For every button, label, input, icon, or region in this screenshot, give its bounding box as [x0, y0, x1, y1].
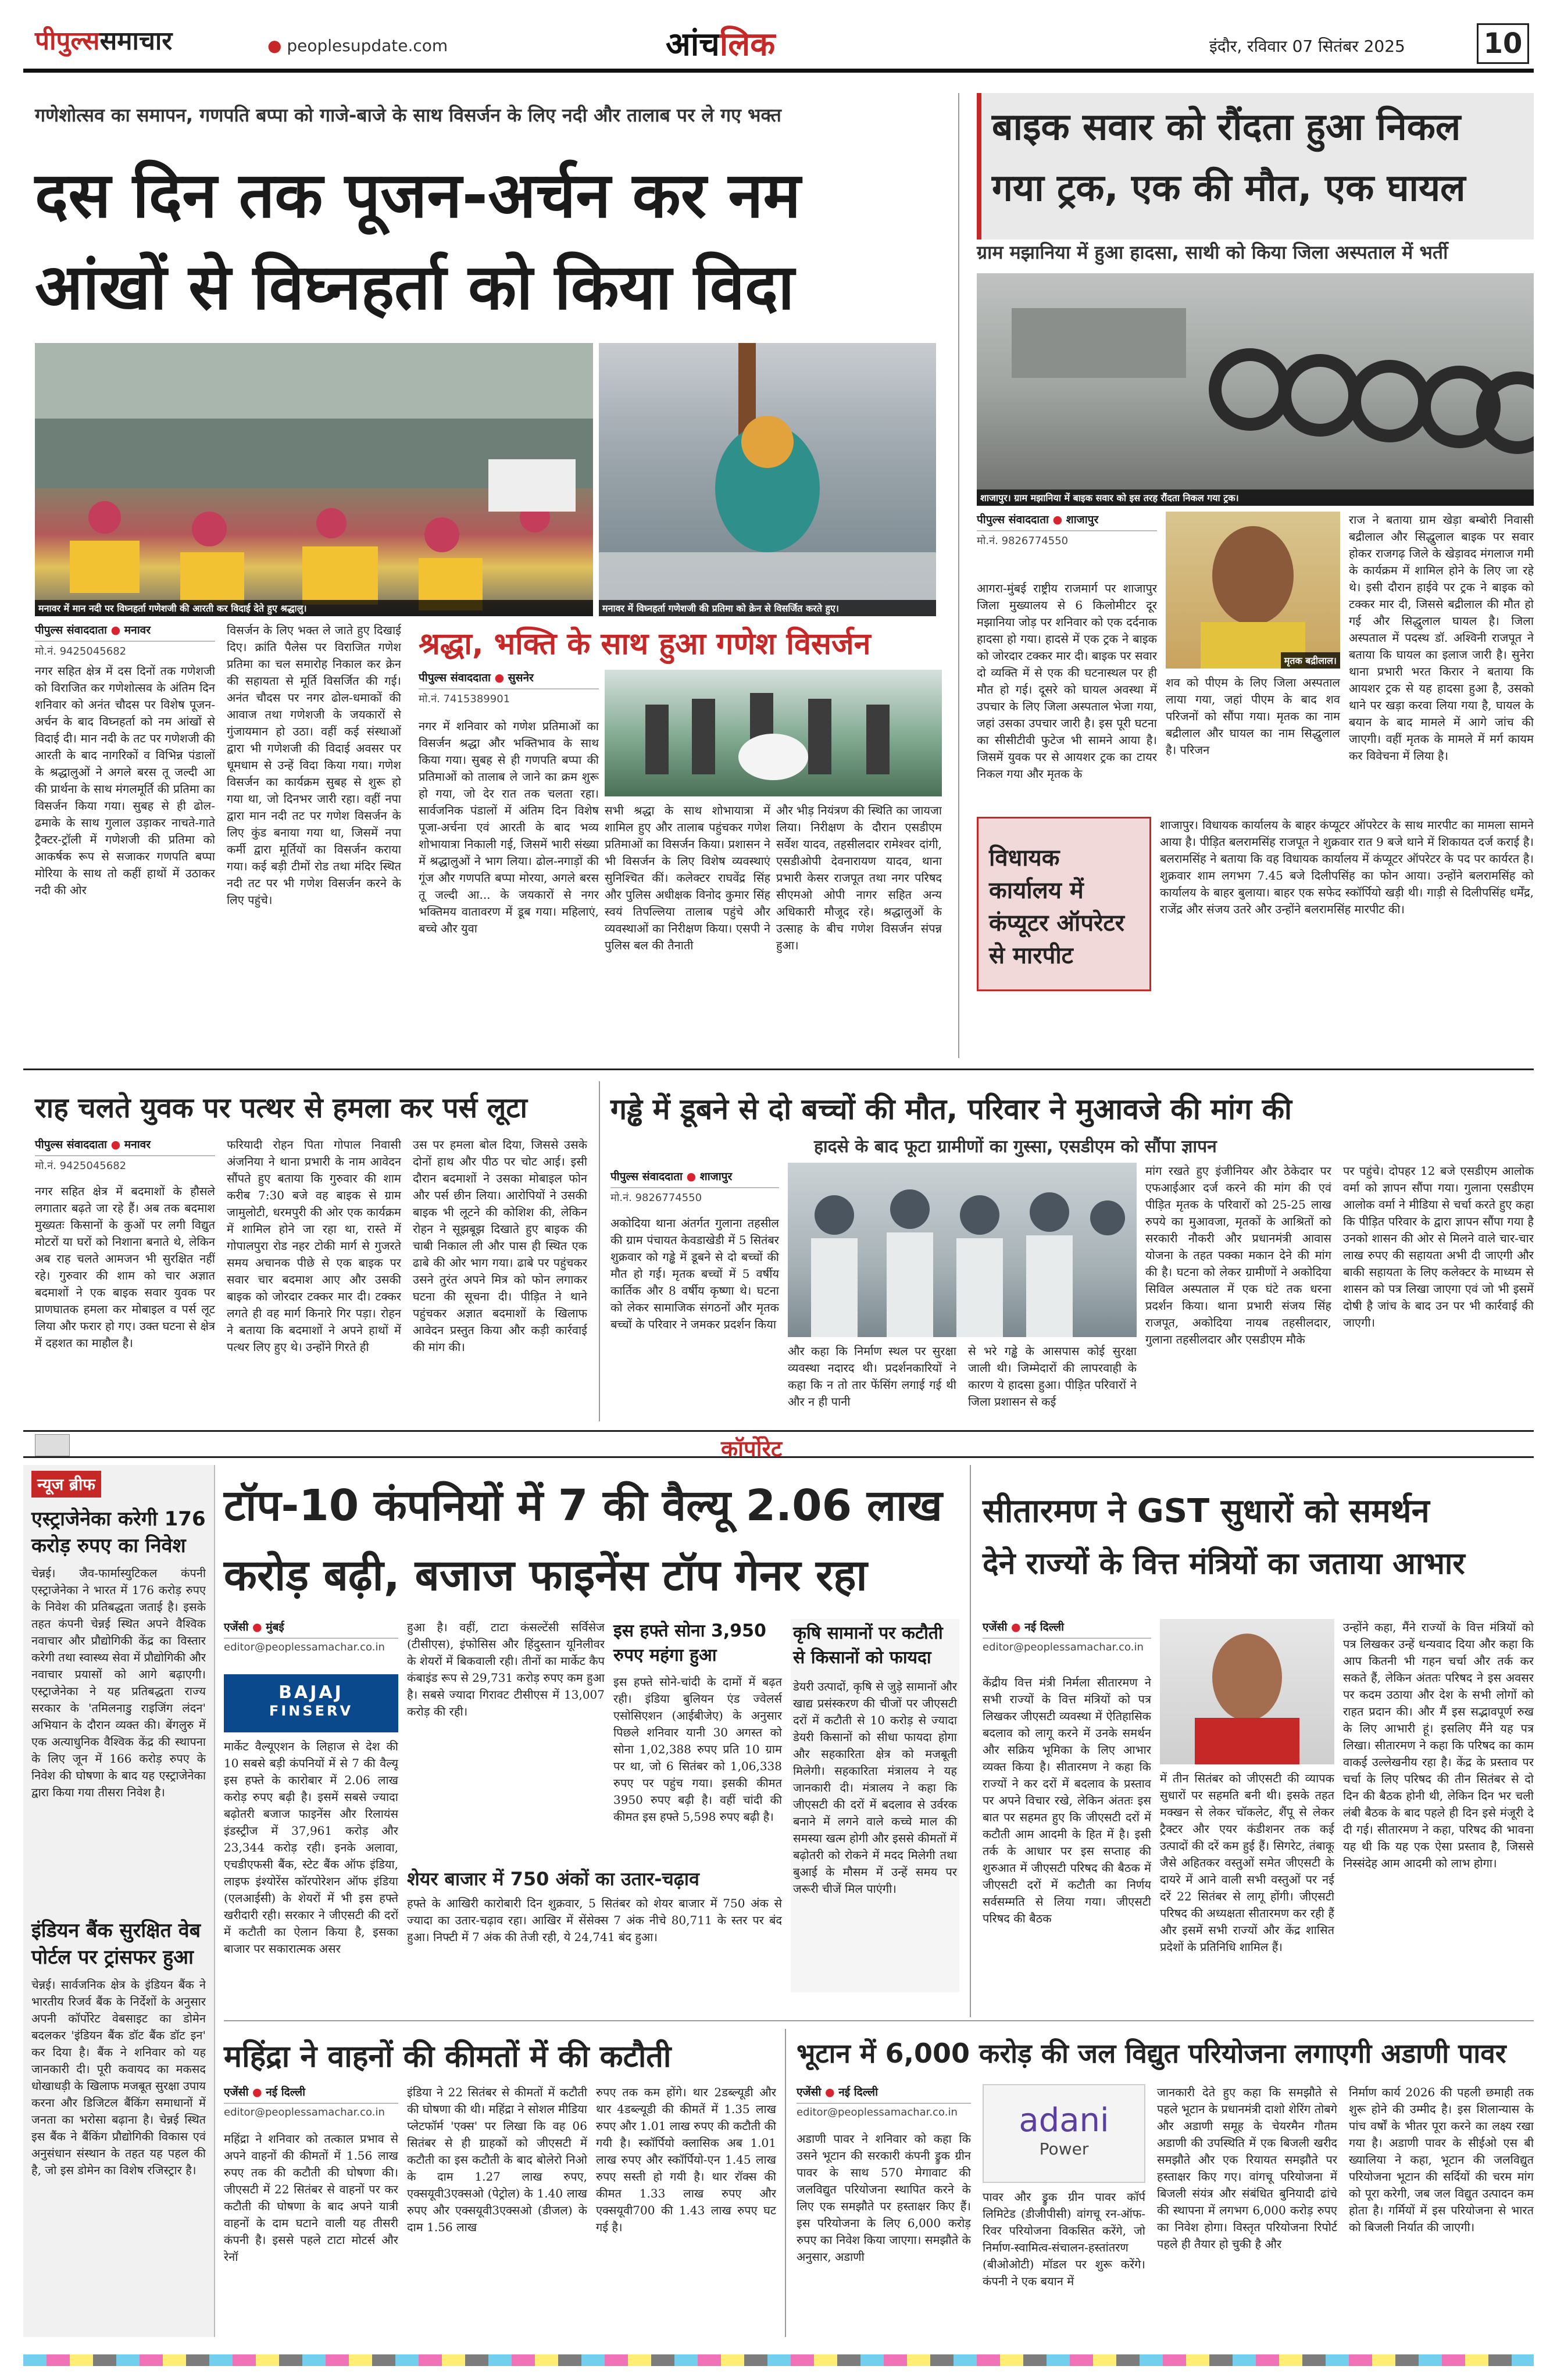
truck-headline-band	[977, 93, 1534, 240]
lead-col-2: विसर्जन के लिए भक्त ले जाते हुए दिखाई दिए। क्रांति पैलेस पर विराजित गणेश प्रतिमा का चल समारोह निकाल कर क्रेन की सहायता से मूर्ति विसर्जित की गई। अनंत चौदस पर नगर ढोल-धमाकों की आवाज तथा गणेशजी के जयकारों से गुंजायमान हो उठा। वहीं कई संस्थाओं द्वारा भी गणेशजी की विदाई अवसर पर धूमधाम से उन्हें विदा किया गया। गणेश विसर्जन का कार्यक्रम सुबह से शुरू हो गया था, जो दिनभर जारी रहा। वहीं नपा द्वारा मान नदी तट पर गणेश विसर्जन के लिए कुंड बनाया गया था, जिसमें नपा कर्मी द्वारा मूर्तियों का विसर्जन कराया गया। कई बड़ी टीमों रोड तथा मंदिर स्थित नदी तट पर भी गणेश विसर्जन करने के लिए पहुंचे।	[227, 623, 401, 907]
pit-headline: गड्ढे में डूबने से दो बच्चों की मौत, परिवार ने मुआवजे की मांग की	[610, 1092, 1292, 1126]
corporate-band-title: कॉर्पोरेट	[721, 1436, 783, 1461]
bullet-icon: ●	[252, 1621, 262, 1634]
brand-right: समाचार	[99, 26, 173, 56]
lead-headline-1: दस दिन तक पूजन-अर्चन कर नम	[35, 159, 801, 232]
ganesh-col-3: और भीड़ नियंत्रण की स्थिति का जायजा लिया। निरीक्षण के दौरान एसडीएम सर्वेश यादव, तहसीलदार रामेश्वर दांगी, एसडीओपी देवनारायण यादव, थाना प्रभारी केसर राजपूत तथा नगर परिषद सीएमओ ओपी नागर सहित अन्य अधिकारी मौजूद रहे। श्रद्धालुओं के उत्साह के बीच गणेश विसर्जन संपन्न हुआ।	[776, 803, 942, 952]
gold-box	[613, 1619, 782, 1848]
gst-email: editor@peoplessamachar.co.in	[983, 1641, 1144, 1653]
ganesh-col-2: सभी श्रद्धा के साथ शोभायात्रा में शामिल हुए और तालाब पहुंचकर गणेश प्रतिमाओं का विसर्जन किया। प्रशासन ने भी विसर्जन के लिए विशेष व्यवस्थाएं सुनिश्चित कीं। कलेक्टर राघवेंद्र सिंह और पुलिस अधीक्षक विनोद कुमार सिंह स्वयं तिपल्लिया तालाब पहुंचे और व्यवस्थाओं का निरीक्षण किया। एसपी ने पुलिस बल की तैनाती	[605, 803, 770, 952]
globe-icon: ●	[267, 36, 282, 55]
lead-photo-1	[35, 343, 593, 616]
robbery-headline: राह चलते युवक पर पत्थर से हमला कर पर्स लूटा	[35, 1092, 527, 1124]
mahindra-col-2: इंडिया ने 22 सितंबर से कीमतों में कटौती की घोषणा की थी। महिंद्रा ने सोशल मीडिया प्लेटफॉर्म 'एक्स' पर लिखा कि वह 06 सितंबर से ही ग्राहकों को जीएसटी में कटौती का इस कटौती के बाद बोलेरो निओ के दाम 1.27 लाख रुपए, एक्सयूवी3एक्सओ (पेट्रोल) के 1.40 लाख रुपए और एक्सयूवी3एक्सओ (डीजल) के दाम 1.56 लाख	[407, 2085, 587, 2234]
portrait-illustration	[1166, 512, 1340, 669]
bajaj-logo-line-1: BAJAJ	[278, 1682, 344, 1703]
brief-2-headline: इंडियन बैंक सुरक्षित वेब पोर्टल पर ट्रांसफर हुआ	[31, 1919, 201, 1969]
pit-byline-name: पीपुल्स संवाददाता	[610, 1170, 683, 1183]
gold-text: इस हफ्ते सोने-चांदी के दामों में बढ़त रही। इंडिया बुलियन एंड ज्वेलर्स एसोसिएशन (आईबीजेए) के अनुसार पिछले शनिवार यानी 30 अगस्त को सोना 1,02,388 रुपए प्रति 10 ग्राम पर था, जो 6 सितंबर को 1,06,338 रुपए पर पहुंच गया। इसकी कीमत 3950 रुपए बढ़ी है। वहीं चांदी की कीमत इस हफ्ते 5,598 रुपए बढ़ी है।	[613, 1675, 782, 1824]
mahindra-byline-name: एजेंसी	[224, 2086, 249, 2099]
lead-photo-2	[599, 343, 936, 616]
lead-caption-2: मनावर में विघ्नहर्ता गणेशजी की प्रतिमा को क्रेन से विसर्जित करते हुए।	[599, 600, 936, 616]
top10-headline-1: टॉप-10 कंपनियों में 7 की वैल्यू 2.06 लाख	[224, 1481, 942, 1531]
pit-col-2: और कहा कि निर्माण स्थल पर सुरक्षा व्यवस्था नदारद थी। प्रदर्शनकारियों ने कहा कि न तो तार फेंसिंग लगाई गई थी और न ही पानी	[788, 1344, 956, 1409]
lead-byline	[35, 622, 215, 642]
bullet-icon: ●	[825, 2086, 835, 2099]
pit-col-5: पर पहुंचे। दोपहर 12 बजे एसडीएम आलोक वर्मा को ज्ञापन सौंपा गया। गुलाना एसडीएम आलोक वर्मा ने मीडिया से चर्चा करते हुए कहा कि पीड़ित परिवार के द्वारा ज्ञापन सौंपा गया है उनको शासन की ओर से मिलने वाले चार-चार लाख रुपए की सहायता अभी दी जाएगी और बाकी सहायता के लिए कलेक्टर के माध्यम से शासन को पत्र लिखा जाएगा एवं जो भी इसमें दोषी है जांच के बाद उन पर भी कार्रवाई की जाएगी।	[1343, 1164, 1534, 1330]
robbery-col-1: नगर सहित क्षेत्र में बदमाशों के हौसले लगातार बढ़ते जा रहे हैं। अब तक बदमाश मुख्यतः किसानों के कुओं पर लगी विद्युत मोटरों या घरों को निशाना बनाते थे, लेकिन अब राह चलते आमजन भी सुरक्षित नहीं रहे। गुरुवार की शाम को चार अज्ञात बदमाशों ने एक बाइक सवार युवक पर प्राणघातक हमला कर मोबाइल व पर्स लूट लिया और फरार हो गए। उक्त घटना से क्षेत्र में दहशत का माहौल है।	[35, 1184, 215, 1350]
truck-byline-place: शाजापुर	[1066, 513, 1099, 526]
corporate-band	[23, 1430, 1534, 1461]
truck-caption: शाजापुर। ग्राम मझानिया में बाइक सवार को इस तरह रौंदता निकल गया ट्रक।	[977, 489, 1534, 506]
ganesh-mobile: मो.नं. 7415389901	[419, 693, 510, 705]
pit-byline-place: शाजापुर	[699, 1170, 733, 1183]
minister-portrait-illustration	[1160, 1619, 1334, 1764]
gst-byline-name: एजेंसी	[983, 1621, 1008, 1634]
robbery-byline	[35, 1137, 215, 1156]
mahindra-byline-place: नई दिल्ली	[266, 2086, 306, 2099]
gst-col-1: केंद्रीय वित्त मंत्री निर्मला सीतारमण ने सभी राज्यों के वित्त मंत्रियों को पत्र लिखकर जीएसटी व्यवस्था में ऐतिहासिक बदलाव को लागू करने में उनके समर्थन और सक्रिय भूमिका के लिए आभार व्यक्त किया है। सीतारमण ने कहा कि राज्यों ने कर दरों में बदलाव के प्रस्ताव पर अपने विचार रखे, लेकिन अंततः इस बात पर सहमत हुए कि जीएसटी दरों में कटौती आम आदमी के हित में है। इसी तर्क के आधार पर इस सप्ताह की शुरुआत में जीएसटी परिषद की बैठक में जीएसटी दरों में कटौती का निर्णय सर्वसम्मति से लिया गया। जीएसटी परिषद की बैठक	[983, 1675, 1151, 1925]
truck-byline	[977, 512, 1157, 531]
top10-byline-place: मुंबई	[266, 1621, 284, 1634]
stock-chart-icon	[35, 1434, 70, 1456]
adani-logo-sub: Power	[1039, 2139, 1089, 2159]
ganesh-photo-illustration	[605, 670, 942, 796]
truck-col-3: राज ने बताया ग्राम खेड़ा बम्बोरी निवासी बद्रीलाल और सिद्धुलाल बाइक पर सवार होकर राजगढ़ जिले के खेड़ावद मंगलाज गमी के कार्यक्रम में शामिल होने के लिए जा रहे थे। इसी दौरान हाईवे पर ट्रक ने बाइक को टक्कर मार दी, जिससे बद्रीलाल की मौत हो गई और सिद्धुलाल घायल है। जिला अस्पताल में पदस्थ डॉ. अश्विनी राजपूत ने बताया कि घायल का इलाज जारी है। सुनेरा थाना प्रभारी भरत किरार ने बताया कि आयशर ट्रक से यह हादसा हुआ है, उसको थाने पर खड़ा करवा लिया गया है, घायल के बयान के बाद मामले में आगे जांच की जाएगी। वहीं मृतक के मामले में मर्ग कायम कर विवेचना में लिया है।	[1349, 513, 1534, 763]
lead-byline-place: मनावर	[124, 624, 151, 637]
adani-col-3: जानकारी देते हुए कहा कि समझौते से पहले भूटान के प्रधानमंत्री दाशो शेरिंग तोबगे और अडाणी समूह के चेयरमैन गौतम अडाणी की उपस्थिति में एक बिजली खरीद समझौते और एक रियायत समझौते पर हस्ताक्षर किए गए। वांगचू परियोजना में बिजली संयंत्र और संबंधित बुनियादी ढांचे की स्थापना में लगभग 6,000 करोड़ रुपए का निवेश होगा। विस्तृत परियोजना रिपोर्ट पहले ही तैयार हो चुकी है और	[1157, 2085, 1337, 2251]
truck-byline-block	[977, 512, 1157, 548]
brand-left: पीपुल्स	[35, 26, 100, 56]
truck-tyres-illustration	[977, 273, 1534, 506]
brief-1-headline: एस्ट्राजेनेका करेगी 176 करोड़ रुपए का निवेश	[31, 1507, 206, 1557]
truck-subhead: ग्राम मझानिया में हुआ हादसा, साथी को किया जिला अस्पताल में भर्ती	[977, 241, 1448, 263]
bullet-icon: ●	[252, 2086, 262, 2099]
bullet-icon: ●	[1052, 513, 1063, 526]
idol-illustration	[599, 343, 936, 616]
mahindra-col-1: महिंद्रा ने शनिवार को तत्काल प्रभाव से अपने वाहनों की कीमतों में 1.56 लाख रुपए तक की कटौती की घोषणा की। जीएसटी में 22 सितंबर से वाहनों पर कर कटौती की घोषणा के बाद अपने यात्री वाहनों के दाम घटाने वाली यह तीसरी कंपनी है। इससे पहले टाटा मोटर्स और रेनॉ	[224, 2132, 398, 2264]
mla-box-title: विधायक कार्यालय में कंप्यूटर ऑपरेटर से मारपीट	[989, 845, 1124, 969]
top10-byline	[224, 1619, 398, 1639]
market-headline: शेयर बाजार में 750 अंकों का उतार-चढ़ाव	[407, 1868, 699, 1890]
bajaj-logo	[224, 1674, 398, 1732]
ganesh-byline	[419, 670, 599, 689]
adani-byline-place: नई दिल्ली	[838, 2086, 879, 2099]
pit-subhead: हादसे के बाद फूटा ग्रामीणों का गुस्सा, एसडीएम को सौंपा ज्ञापन	[814, 1137, 1217, 1157]
adani-col-1: अडाणी पावर ने शनिवार को कहा कि उसने भूटान की सरकारी कंपनी ड्रुक ग्रीन पावर के साथ 570 मेगावाट की जलविद्युत परियोजना स्थापित करने के लिए एक समझौते पर हस्ताक्षर किए हैं। इस परियोजना के लिए 6,000 करोड़ रुपए का निवेश किया जाएगा। समझौते के अनुसार, अडाणी	[797, 2132, 971, 2264]
truck-photo	[977, 273, 1534, 506]
pit-photo	[788, 1163, 1137, 1337]
section-title-b: लिक	[719, 26, 776, 63]
pit-mobile: मो.नं. 9826774550	[610, 1192, 702, 1204]
adani-col-4: निर्माण कार्य 2026 की पहली छमाही तक शुरू होने की उम्मीद है। इस शिलान्यास के पांच वर्षों के भीतर पूरा करने का लक्ष्य रखा गया है। अडाणी पावर के सीईओ एस बी ख्यालिया ने कहा, भूटान की जलविद्युत परियोजना भूटान की सर्दियों की चरम मांग को पूरा करेगी, जब जल विद्युत उत्पादन कम होता है। गर्मियों में इस परियोजना से भारत को बिजली निर्यात की जाएगी।	[1349, 2085, 1534, 2234]
adani-headline: भूटान में 6,000 करोड़ की जल विद्युत परियोजना लगाएगी अडाणी पावर	[797, 2038, 1506, 2069]
lead-caption-1: मनावर में मान नदी पर विघ्नहर्ता गणेशजी की आरती कर विदाई देते हुए श्रद्धालु।	[35, 600, 593, 616]
gst-portrait	[1160, 1619, 1334, 1764]
mahindra-email: editor@peoplessamachar.co.in	[224, 2106, 385, 2118]
mahindra-col-3: रुपए तक कम होंगे। थार 2डब्ल्यूडी और थार 4डब्ल्यूडी की कीमतें में 1.35 लाख रुपए और 1.01 लाख रुपए की कटौती की गयी है। स्कॉर्पियो क्लासिक अब 1.01 लाख रुपए और स्कॉर्पियो-एन 1.45 लाख रुपए सस्ती हो गयी है। थार रॉक्स की कीमत 1.33 लाख रुपए और एक्सयूवी700 की 1.43 लाख रुपए घट गई है।	[596, 2085, 776, 2234]
brand-logo	[35, 22, 172, 57]
dateline: इंदौर, रविवार 07 सितंबर 2025	[1209, 37, 1405, 56]
ganesh-col-1: नगर में शनिवार को गणेश प्रतिमाओं का विसर्जन श्रद्धा और भक्तिभाव के साथ किया गया। सुबह से ही गणपति बप्पा की प्रतिमाओं को तालाब ले जाने का क्रम शुरू हो गया, जो देर रात तक चलता रहा। सार्वजनिक पंडालों में अंतिम दिन विशेष पूजा-अर्चना एवं आरती के बाद भव्य शोभायात्रा निकाली गई, जिसमें भारी संख्या में श्रद्धालुओं ने भाग लिया। ढोल-नगाड़ों की गूंज और गणपति बप्पा मोरया, अगले बरस तू जल्दी आ... के जयकारों से नगर भक्तिमय वातावरण में डूब गया। महिलाएं, बच्चे और युवा	[419, 719, 599, 935]
adani-email: editor@peoplessamachar.co.in	[797, 2106, 958, 2118]
gst-headline-2: देने राज्यों के वित्त मंत्रियों का जताया आभार	[983, 1546, 1465, 1581]
news-brief	[23, 1465, 215, 2337]
bajaj-logo-line-2: FINSERV	[269, 1703, 353, 1719]
adani-byline	[797, 2084, 971, 2104]
bullet-icon: ●	[110, 624, 121, 637]
column-divider	[970, 1465, 971, 2017]
masthead	[0, 0, 1557, 70]
mahindra-byline-block	[224, 2084, 398, 2118]
gst-headline-1: सीतारमण ने GST सुधारों को समर्थन	[983, 1492, 1430, 1530]
bullet-icon: ●	[1011, 1621, 1021, 1634]
lead-kicker: गणेशोत्सव का समापन, गणपति बप्पा को गाजे-बाजे के साथ विसर्जन के लिए नदी और तालाब पर ले गए भक्त	[35, 104, 781, 126]
gst-byline-block	[983, 1619, 1151, 1653]
pit-photo-illustration	[788, 1163, 1137, 1337]
column-divider	[958, 93, 959, 1058]
bullet-icon: ●	[110, 1138, 121, 1151]
pit-byline-block	[610, 1168, 779, 1205]
truck-mobile: मो.नं. 9826774550	[977, 535, 1069, 547]
section-title	[666, 21, 775, 65]
market-text: हफ्ते के आखिरी कारोबारी दिन शुक्रवार, 5 सितंबर को शेयर बाजार में 750 अंक से ज्यादा का उतार-चढ़ाव रहा। आखिर में सेंसेक्स 7 अंक नीचे 80,711 के स्तर पर बंद हुआ। निफ्टी में 7 अंक की तेजी रही, ये 24,741 बंद हुआ।	[407, 1896, 782, 1944]
masthead-rule	[23, 69, 1534, 73]
mla-text: शाजापुर। विधायक कार्यालय के बाहर कंप्यूटर ऑपरेटर के साथ मारपीट का मामला सामने आया है। पीड़ित बलरामसिंह राजपूत ने शुक्रवार रात 9 बजे थाने में शिकायत दर्ज कराई है। बलरामसिंह ने बताया कि वह विधायक कार्यालय में कंप्यूटर ऑपरेटर के पद पर कार्यरत है। शुक्रवार शाम लगभग 7.45 बजे दिलीपसिंह का फोन आया। उन्होंने बलरामसिंह को कार्यालय के बाहर बुलाया। बाहर एक सफेद स्कॉर्पियो खड़ी थी। गाड़ी से दिलीपसिंह धर्मेंद्र, राजेंद्र और संजय उतरे और उन्होंने बलरामसिंह मारपीट की।	[1160, 818, 1534, 916]
ganesh-photo	[605, 670, 942, 796]
section-rule	[23, 1069, 1534, 1070]
robbery-byline-block	[35, 1137, 215, 1173]
ganesh-byline-block	[419, 670, 599, 706]
lead-byline-name: पीपुल्स संवाददाता	[35, 624, 107, 637]
top10-col-2: हुआ है। वहीं, टाटा कंसल्टेंसी सर्विसेज (टीसीएस), इंफोसिस और हिंदुस्तान यूनिलीवर के शेयरों में बिकवाली रही। तीनों का मार्केट कैप कंबाइंड रूप से 29,731 करोड़ रुपए कम हुआ है। सबसे ज्यादा गिरावट टीसीएस में 13,007 करोड़ की रही।	[407, 1620, 605, 1718]
robbery-byline-place: मनावर	[124, 1138, 151, 1151]
adani-byline-block	[797, 2084, 971, 2118]
ganesh-byline-place: सुसनेर	[508, 671, 534, 684]
section-title-a: आंच	[666, 26, 720, 63]
section-rule	[224, 2020, 1534, 2021]
ganesh-byline-name: पीपुल्स संवाददाता	[419, 671, 491, 684]
ganesh-headline: श्रद्धा, भक्ति के साथ हुआ गणेश विसर्जन	[419, 627, 871, 662]
lead-headline-2: आंखों से विघ्नहर्ता को किया विदा	[35, 251, 795, 324]
top10-headline-2: करोड़ बढ़ी, बजाज फाइनेंस टॉप गेनर रहा	[224, 1550, 867, 1600]
bullet-icon: ●	[686, 1170, 697, 1183]
adani-logo-text: adani	[1019, 2102, 1109, 2139]
agri-box	[791, 1619, 959, 1992]
adani-col-2: पावर और ड्रुक ग्रीन पावर कॉर्प लिमिटेड (डीजीपीसी) वांगचू रन-ऑफ-रिवर परियोजना विकसित करेंगे, जो निर्माण-स्वामित्व-संचालन-हस्तांतरण (बीओओटी) मॉडल पर शुरू करेंगे। कंपनी ने एक बयान में	[983, 2190, 1145, 2288]
robbery-col-2: फरियादी रोहन पिता गोपाल निवासी अंजनिया ने थाना प्रभारी के नाम आवेदन सौंपते हुए बताया कि गुरुवार की शाम करीब 7:30 बजे वह बाइक से ग्राम जामुलोटी, धरमपुरी की ओर एक कार्यक्रम में शामिल होने जा रहा था, रास्ते में गोपालपुरा रोड नहर टोकी मार्ग से गुजरते समय अचानक पीछे से एक बाइक पर सवार चार बदमाश आए और उसकी बाइक को जोरदार टक्कर मार दी। टक्कर लगते ही वह मार्ग किनारे गिर पड़ा। रोहन ने बताया कि बदमाशों ने अपने हाथों में पत्थर लिए हुए थे। उन्होंने गिरते ही	[227, 1138, 401, 1354]
brief-2-text: चेन्नई। सार्वजनिक क्षेत्र के इंडियन बैंक ने भारतीय रिजर्व बैंक के निर्देशों के अनुसार अपनी कॉर्पोरेट वेबसाइट का डोमेन बदलकर 'इंडियन बैंक डॉट बैंक डॉट इन' कर दिया है। बैंक ने शनिवार को यह जानकारी दी। पूरी कवायद का मकसद धोखाधड़ी के खिलाफ मजबूत सुरक्षा उपाय करना और डिजिटल बैंकिंग समाधानों में जनता का भरोसा बढ़ाना है। चेन्नई स्थित इस बैंक ने बैंकिंग प्रौद्योगिकी विकास एवं अनुसंधान संस्थान के तहत यह पहल की है, जो इस डोमेन का विशेष रजिस्ट्रार है।	[31, 1978, 206, 2177]
gst-byline-place: नई दिल्ली	[1024, 1621, 1065, 1634]
mahindra-headline: महिंद्रा ने वाहनों की कीमतों में की कटौती	[224, 2039, 672, 2074]
column-divider	[599, 1081, 600, 1421]
truck-portrait	[1166, 512, 1340, 669]
website-url	[267, 36, 448, 55]
portrait-caption: मृतक बद्रीलाल।	[1281, 652, 1340, 669]
pit-col-1: अकोदिया थाना अंतर्गत गुलाना तहसील की ग्राम पंचायत केवडाखेडी में 5 सितंबर शुक्रवार को गड्ढे में डूबने से दो बच्चों की मौत हो गई। मृतक बच्चों में 5 वर्षीय कार्तिक और 8 वर्षीय कृष्णा थे। घटना को लेकर सामाजिक संगठनों और मृतक बच्चों के परिवार ने जमकर प्रदर्शन किया	[610, 1216, 779, 1331]
robbery-mobile: मो.नं. 9425045682	[35, 1160, 127, 1172]
pit-col-4: मांग रखते हुए इंजीनियर और ठेकेदार पर एफआईआर दर्ज करने की मांग की एवं पीड़ित मृतक के परिवारों को 25-25 लाख रुपये का मुआवजा, मृतकों के आश्रितों को सरकारी नौकरी और प्रधानमंत्री आवास योजना के तहत पक्का मकान देने की मांग की है। घटना को लेकर ग्रामीणों ने अकोदिया सिविल अस्पताल में एक घंटे तक धरना प्रदर्शन किया। थाना प्रभारी संजय सिंह राजपूत, अकोदिया नायब तहसीलदार, गुलाना तहसीलदार और एसडीएम मौके	[1145, 1164, 1331, 1346]
crowd-illustration	[35, 343, 593, 616]
top10-email: editor@peoplessamachar.co.in	[224, 1641, 385, 1653]
column-divider	[785, 2029, 786, 2337]
brief-1-text: चेन्नई। जैव-फार्मास्युटिकल कंपनी एस्ट्राजेनेका ने भारत में 176 करोड़ रुपए के निवेश की प्रतिबद्धता जताई है। इसके तहत कंपनी चेन्नई स्थित अपने वैश्विक नवाचार और प्रौद्योगिकी केंद्र का विस्तार करेगी तथा स्वास्थ्य सेवा में प्रौद्योगिकी और नवाचार प्रयासों को आगे बढ़ाएगी। एस्ट्राजेनेका ने यह प्रतिबद्धता राज्य सरकार के 'तमिलनाडु राइजिंग लंदन' अभियान के दौरान व्यक्त की। बेंगलुरु में एक अत्याधुनिक वैश्विक केंद्र की स्थापना के लिए जून में 166 करोड़ रुपए के निवेश की घोषणा के बाद यह एस्ट्राजेनेका द्वारा किया गया तीसरा निवेश है।	[31, 1566, 206, 1799]
adani-byline-name: एजेंसी	[797, 2086, 822, 2099]
lead-byline-block	[35, 622, 215, 658]
pit-col-3: से भरे गड्ढे के आसपास कोई सुरक्षा जाली थी। जिम्मेदारों की लापरवाही के कारण ये हादसा हुआ। पीड़ित परिवारों ने जिला प्रशासन से कई	[968, 1344, 1137, 1409]
truck-col-2: शव को पीएम के लिए जिला अस्पताल लाया गया, जहां पीएम के बाद शव परिजनों को सौंपा गया। मृतक का नाम बद्रीलाल और घायल का नाम सिद्धुलाल है। परिजन	[1166, 676, 1340, 757]
agri-headline: कृषि सामानों पर कटौती से किसानों को फायदा	[793, 1623, 943, 1668]
bullet-icon: ●	[494, 671, 505, 684]
page-number: 10	[1477, 23, 1529, 64]
robbery-col-3: उस पर हमला बोल दिया, जिससे उसके दोनों हाथ और पीठ पर चोट आई। इसी दौरान बदमाशों ने उसका मोबाइल फोन और पर्स छीन लिया। आरोपियों ने उसकी बाइक भी लूटने की कोशिश की, लेकिन रोहन ने सूझबूझ दिखाते हुए बाइक की चाबी निकाल ली और पास ही स्थित एक ढाबे की ओर भाग गया। ढाबे पर पहुंचकर उसने तुरंत अपने मित्र को फोन लगाकर घटना की सूचना दी। पीड़ित ने थाने पहुंचकर अज्ञात बदमाशों के खिलाफ आवेदन प्रस्तुत किया और कड़ी कार्रवाई की मांग की।	[413, 1138, 587, 1354]
top10-col-1: मार्केट वैल्यूएशन के लिहाज से देश की 10 सबसे बड़ी कंपनियों में से 7 की वैल्यू इस हफ्ते के कारोबार में 2.06 लाख करोड़ रुपए बढ़ी है। इसमें सबसे ज्यादा बढ़ोतरी बजाज फाइनेंस और रिलायंस इंडस्ट्रीज में 37,961 करोड़ और 23,344 करोड़ रही। इनके अलावा, एचडीएफसी बैंक, स्टेट बैंक ऑफ इंडिया, लाइफ इंश्योरेंस कॉरपोरेशन ऑफ इंडिया (एलआईसी) के शेयरों में भी इस हफ्ते खरीदारी रही। सरकार ने जीएसटी की दरों में कटौती का ऐलान किया है, इसका बाजार पर सकारात्मक असर	[224, 1739, 398, 1956]
news-brief-label: न्यूज ब्रीफ	[31, 1471, 101, 1498]
gst-col-3: उन्होंने कहा, मैंने राज्यों के वित्त मंत्रियों को पत्र लिखकर उन्हें धन्यवाद दिया और कहा कि आप कितनी भी गहन चर्चा और तर्क कर सकते हैं, लेकिन अंततः परिषद ने इस अवसर पर कदम उठाया और देश के सभी लोगों को राहत प्रदान की। और मैं इस सद्भावपूर्ण रुख के लिए आभारी हूं। इसलिए मैंने यह पत्र लिखा। सीतारमण ने कहा कि परिषद का काम वाकई उल्लेखनीय रहा है। केंद्र के प्रस्ताव पर चर्चा के लिए परिषद की तीन सितंबर से दो दिन की बैठक होनी थी, लेकिन दिन भर चली लंबी बैठक के बाद पहले ही दिन इसे मंजूरी दे दी गई। सीतारमण ने कहा, परिषद की भावना यह थी कि यह एक ऐसा प्रस्ताव है, जिससे निस्संदेह आम आदमी को लाभ होगा।	[1343, 1620, 1534, 1870]
truck-headline-2: गया ट्रक, एक की मौत, एक घायल	[992, 167, 1466, 210]
truck-headline-1: बाइक सवार को रौंदता हुआ निकल	[992, 106, 1461, 149]
lead-mobile: मो.नं. 9425045682	[35, 645, 127, 657]
truck-byline-name: पीपुल्स संवाददाता	[977, 513, 1049, 526]
print-register-bar	[23, 2354, 1534, 2366]
gold-headline: इस हफ्ते सोना 3,950 रुपए महंगा हुआ	[613, 1621, 766, 1666]
truck-col-1: आगरा-मुंबई राष्ट्रीय राजमार्ग पर शाजापुर जिला मुख्यालय से 6 किलोमीटर दूर मझानिया जोड़ पर शनिवार को एक दर्दनाक हादसा हो गया। हादसे में एक ट्रक ने बाइक को जोरदार टक्कर मार दी। बाइक पर सवार दो व्यक्ति में से एक की घटनास्थल पर ही मौत हो गई। दूसरे को घायल अवस्था में उपचार के लिए जिला अस्पताल भेजा गया, जहां उसका उपचार जारी है। इस पूरी घटना का सीसीटीवी फुटेज भी सामने आया है। जिसमें युवक पर से आयशर ट्रक का टायर निकल गया और मृतक के	[977, 581, 1157, 781]
gst-byline	[983, 1619, 1151, 1639]
adani-logo	[983, 2084, 1145, 2183]
gst-col-2: में तीन सितंबर को जीएसटी की व्यापक सुधारों पर सहमति बनी थी। इसके तहत मक्खन से लेकर चॉकलेट, शैंपू से लेकर ट्रैक्टर और एयर कंडीशनर तक कई उत्पादों की दरें कम हुई हैं। सिगरेट, तंबाकू जैसे अहितकर वस्तुओं समेत जीएसटी के दायरे में आने वाली सभी वस्तुओं पर नई दरें 22 सितंबर से लागू होंगी। जीएसटी परिषद की अध्यक्षता सीतारमण कर रही हैं और इसमें सभी राज्यों और केंद्र शासित प्रदेशों के प्रतिनिधि शामिल हैं।	[1160, 1771, 1334, 1954]
mahindra-byline	[224, 2084, 398, 2104]
mla-box	[977, 817, 1151, 991]
top10-byline-name: एजेंसी	[224, 1621, 249, 1634]
agri-text: डेयरी उत्पादों, कृषि से जुड़े सामानों और खाद्य प्रसंस्करण की चीजों पर जीएसटी दरों में कटौती से 10 करोड़ से ज्यादा डेयरी किसानों को सीधा फायदा होगा और सहकारिता क्षेत्र को मजबूती मिलेगी। सहकारिता मंत्रालय ने यह जानकारी दी। मंत्रालय ने कहा कि जीएसटी की दरों में बदलाव से उर्वरक बनाने में लगने वाले कच्चे माल की समस्या खत्म होगी और इससे कीमतों में बढ़ोतरी को रोकने में मदद मिलेगी तथा बुआई के मौसम में उन्हें समय पर जरूरी चीजें मिल पाएंगी।	[793, 1679, 957, 1896]
top10-byline-block	[224, 1619, 398, 1653]
lead-col-1: नगर सहित क्षेत्र में दस दिनों तक गणेशजी को विराजित कर गणेशोत्सव के अंतिम दिन शनिवार को अनंत चौदस पर विशेष पूजन-अर्चन के बाद विघ्नहर्ता को नम आंखों से विदाई दी। मान नदी के तट पर गणेशजी की आरती के बाद नागरिकों व विभिन्न पंडालों के श्रद्धालुओं ने अगले बरस तू जल्दी आ की प्रार्थना के साथ मंगलमूर्ति की प्रतिमा का विसर्जन किया गया। सुबह से ही ढोल-ढमाके के साथ गुलाल उड़ाकर नाचते-गाते ट्रैक्टर-ट्रॉली में गणेशजी की प्रतिमा को आकर्षक रूप से सजाकर गणपति बप्पा मोरिया के साथ तो कहीं हाथों में उठाकर नदी की ओर	[35, 664, 215, 897]
robbery-byline-name: पीपुल्स संवाददाता	[35, 1138, 107, 1151]
website-text: peoplesupdate.com	[287, 36, 448, 55]
pit-byline	[610, 1168, 779, 1188]
